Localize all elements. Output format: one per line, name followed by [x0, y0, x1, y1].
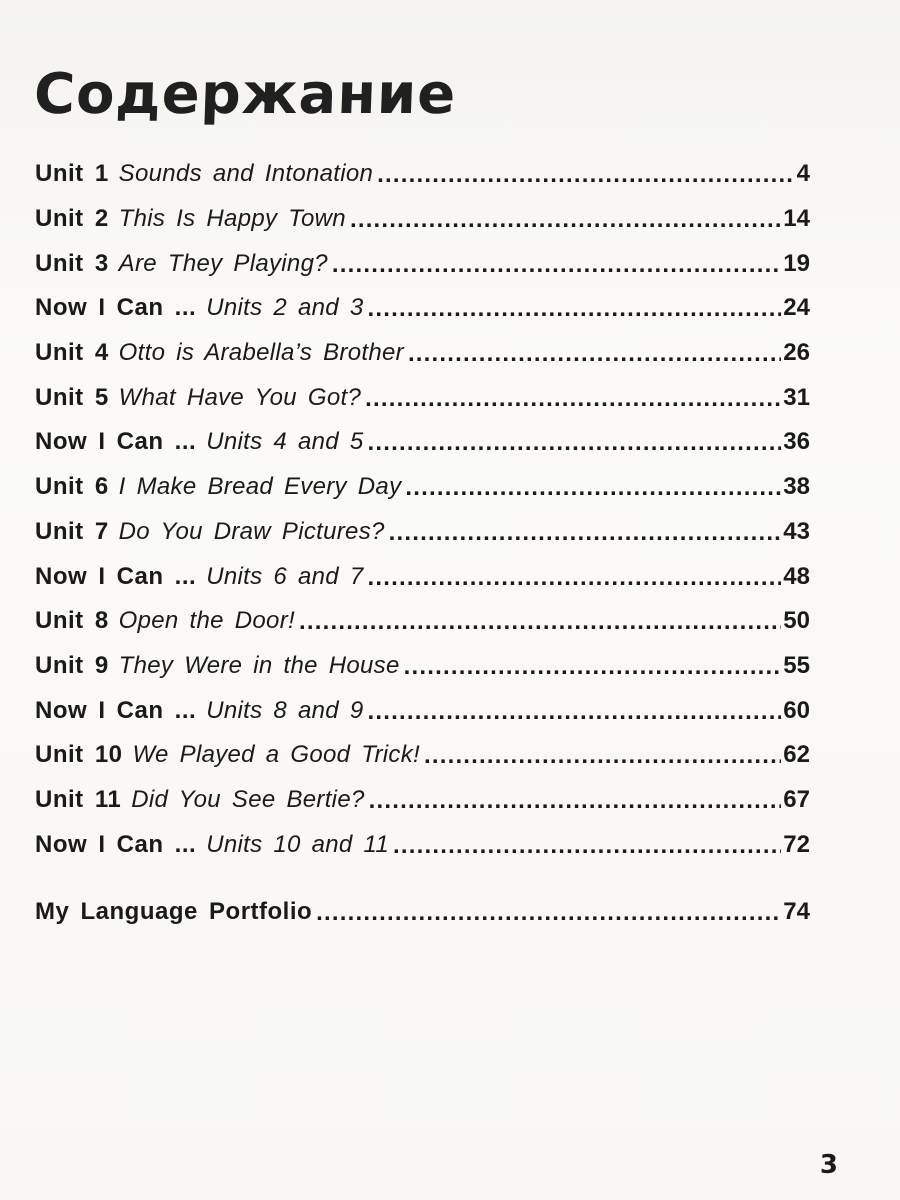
- toc-entry-page: 19: [783, 249, 810, 277]
- toc-entry-title: Are They Playing?: [118, 249, 328, 277]
- toc-entry-lead: Now I Can ...: [35, 428, 197, 456]
- toc-entry-page: 4: [796, 160, 810, 188]
- toc-entry-lead: Unit 3: [35, 249, 109, 277]
- dot-leader: [408, 340, 781, 368]
- dot-leader: [393, 832, 781, 860]
- table-of-contents: [35, 152, 810, 935]
- toc-entry: [35, 733, 810, 778]
- toc-entry-lead: Now I Can ...: [35, 830, 197, 858]
- toc-entry-lead: Unit 5: [35, 383, 109, 411]
- toc-entry-page: 74: [783, 898, 810, 926]
- toc-entry: [35, 778, 810, 823]
- toc-entry-page: 62: [783, 741, 810, 769]
- toc-entry-lead: Unit 8: [35, 607, 109, 635]
- dot-leader: [404, 653, 782, 681]
- toc-entry-title: Sounds and Intonation: [118, 160, 374, 188]
- toc-entry-page: 50: [783, 607, 810, 635]
- toc-entry-title: What Have You Got?: [118, 383, 362, 411]
- dot-leader: [377, 161, 794, 189]
- toc-entry-lead: Now I Can ...: [35, 562, 197, 590]
- toc-entry-title: They Were in the House: [118, 651, 400, 679]
- toc-entry-page: 24: [783, 294, 810, 322]
- toc-entry-title: Units 6 and 7: [206, 562, 364, 590]
- toc-entry: [35, 554, 810, 599]
- toc-entry: [35, 510, 810, 555]
- toc-entry-lead: Unit 10: [35, 741, 123, 769]
- page-number: 3: [819, 1150, 838, 1180]
- toc-entry-page: 48: [783, 562, 810, 590]
- dot-leader: [389, 519, 782, 547]
- toc-entry-title: We Played a Good Trick!: [132, 741, 420, 769]
- toc-entry-page: 72: [783, 830, 810, 858]
- dot-leader: [369, 787, 782, 815]
- toc-entry-lead: Unit 2: [35, 205, 109, 233]
- dot-leader: [350, 206, 781, 234]
- toc-entry: [35, 688, 810, 733]
- toc-entry: [35, 644, 810, 689]
- toc-entry: [35, 286, 810, 331]
- toc-entry-title: Units 2 and 3: [206, 294, 364, 322]
- dot-leader: [368, 698, 782, 726]
- toc-entry: [35, 599, 810, 644]
- toc-entry-title: Did You See Bertie?: [131, 785, 365, 813]
- toc-entry-page: 31: [783, 383, 810, 411]
- dot-leader: [365, 385, 781, 413]
- toc-entry-lead: Now I Can ...: [35, 294, 197, 322]
- toc-entry-lead: Unit 4: [35, 339, 109, 367]
- toc-entry-title: Otto is Arabella’s Brother: [118, 339, 404, 367]
- toc-entry-title: Units 8 and 9: [206, 696, 364, 724]
- toc-entry-page: 67: [783, 785, 810, 813]
- dot-leader: [368, 429, 782, 457]
- toc-entry-lead: Now I Can ...: [35, 696, 197, 724]
- toc-entry-lead: Unit 11: [35, 785, 122, 813]
- toc-entry-page: 38: [783, 473, 810, 501]
- dot-leader: [368, 295, 782, 323]
- toc-entry-page: 43: [783, 517, 810, 545]
- dot-leader: [424, 742, 781, 770]
- toc-entry: [35, 822, 810, 867]
- dot-leader: [368, 564, 782, 592]
- toc-entry-page: 14: [783, 205, 810, 233]
- toc-entry-page: 26: [783, 339, 810, 367]
- toc-entry: [35, 465, 810, 510]
- toc-entry-page: 36: [783, 428, 810, 456]
- toc-entry-page: 60: [783, 696, 810, 724]
- toc-entry: [35, 152, 810, 197]
- toc-entry-lead: Unit 7: [35, 517, 109, 545]
- toc-entry: [35, 241, 810, 286]
- toc-entry-title: Open the Door!: [118, 607, 295, 635]
- toc-entry-page: 55: [783, 651, 810, 679]
- toc-entry: [35, 197, 810, 242]
- toc-entry-title: This Is Happy Town: [118, 205, 346, 233]
- dot-leader: [332, 251, 781, 279]
- toc-entry-portfolio: [35, 890, 810, 935]
- toc-entry: [35, 420, 810, 465]
- dot-leader: [316, 899, 781, 927]
- toc-entry-lead: Unit 9: [35, 651, 109, 679]
- toc-entry-title: I Make Bread Every Day: [118, 473, 402, 501]
- page-title: Содержание: [32, 62, 458, 127]
- dot-leader: [405, 474, 781, 502]
- dot-leader: [299, 608, 781, 636]
- toc-entry-lead: My Language Portfolio: [35, 898, 313, 926]
- toc-entry-title: Units 4 and 5: [206, 428, 364, 456]
- toc-entry-lead: Unit 1: [35, 160, 109, 188]
- toc-entry: [35, 331, 810, 376]
- toc-entry: [35, 375, 810, 420]
- toc-entry-title: Units 10 and 11: [206, 830, 390, 858]
- toc-entry-lead: Unit 6: [35, 473, 109, 501]
- toc-entry-title: Do You Draw Pictures?: [118, 517, 385, 545]
